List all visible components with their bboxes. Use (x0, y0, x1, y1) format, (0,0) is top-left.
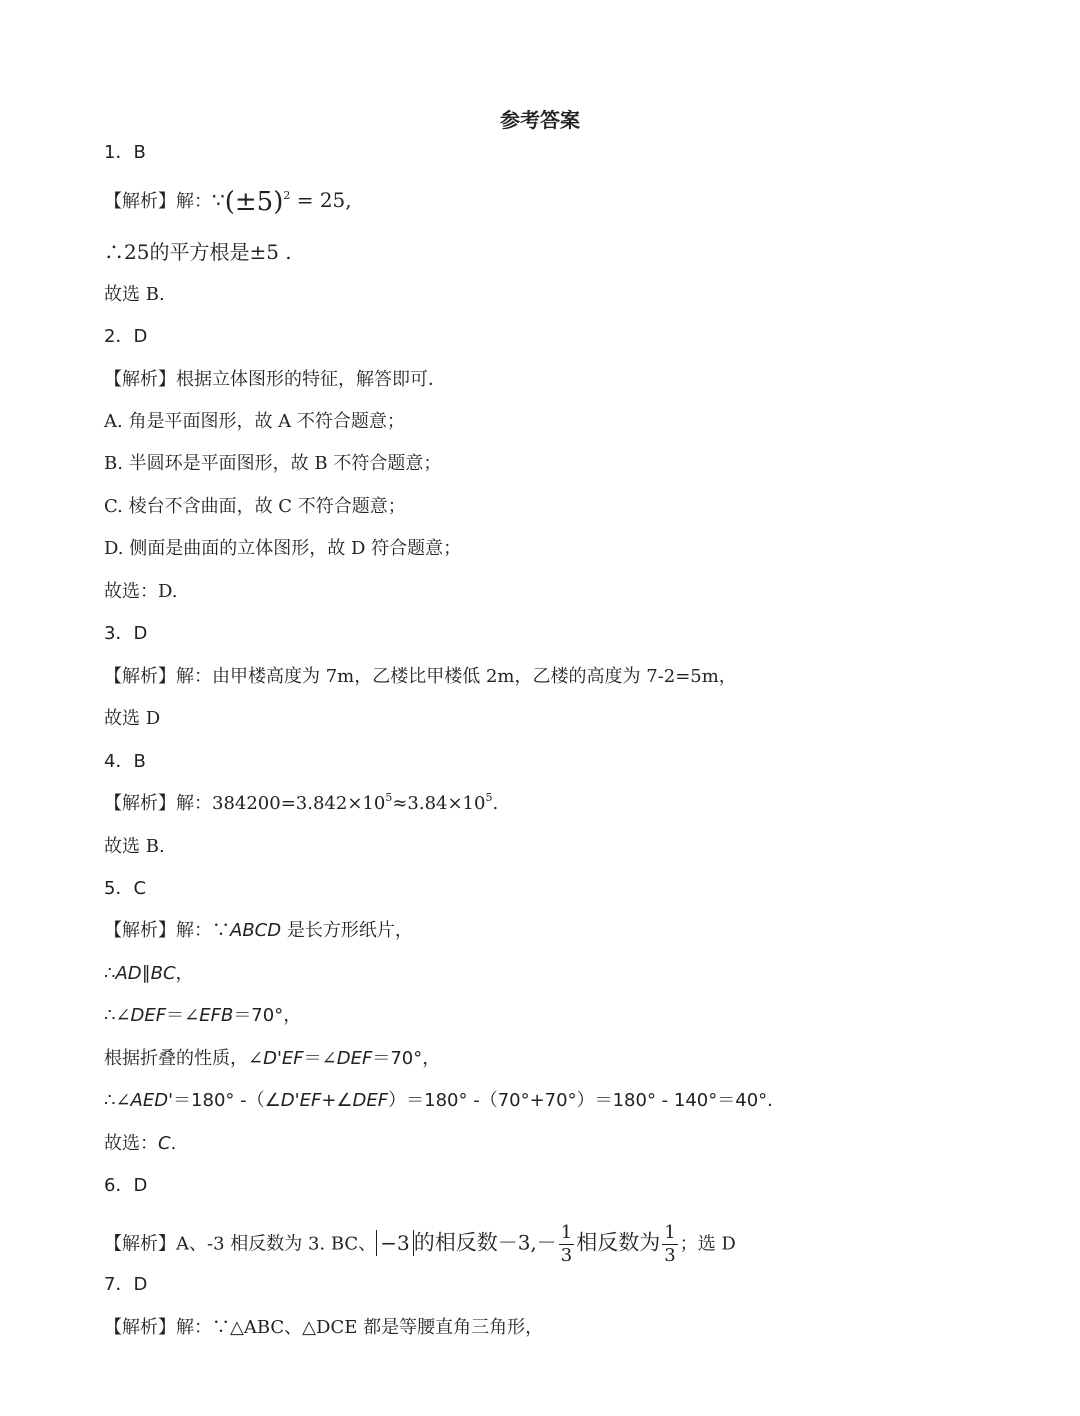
explanation-text: 的相反数 (413, 1230, 498, 1255)
fraction-denominator: 3 (560, 1245, 573, 1266)
explanation-3-line-1: 【解析】解：由甲楼高度为 7m，乙楼比甲楼低 2m，乙楼的高度为 7-2=5m， (104, 666, 737, 687)
math-equals: = 25, (290, 188, 352, 212)
fraction-numerator: 1 (560, 1222, 573, 1243)
explanation-2-line-1: 【解析】根据立体图形的特征，解答即可． (104, 369, 446, 390)
explanation-2-end: 故选：D. (104, 581, 178, 602)
exponent: 2 (283, 189, 291, 202)
fraction-denominator: 3 (664, 1245, 676, 1266)
explanation-text: 相反数为 (576, 1230, 661, 1255)
page-title: 参考答案 (500, 108, 580, 132)
math-var: AED' (130, 1090, 174, 1111)
explanation-text: ∴∠ (104, 1090, 131, 1111)
explanation-text: ＝70°， (372, 1048, 441, 1069)
explanation-6-line-1 (104, 1222, 736, 1267)
explanation-5-end (104, 1132, 176, 1156)
math-var: C (158, 1133, 171, 1154)
answer-1: 1．B (104, 142, 146, 163)
explanation-2-option-b: B. 半圆环是平面图形，故 B 不符合题意； (104, 453, 442, 474)
explanation-5-line-2 (104, 962, 194, 986)
explanation-text: . (492, 793, 499, 814)
fraction-numerator: 1 (664, 1222, 676, 1243)
math-var: DEF (352, 1090, 389, 1111)
explanation-text: ， (175, 963, 194, 984)
explanation-3-end: 故选 D (104, 708, 161, 729)
fraction (662, 1222, 677, 1267)
explanation-text: +∠ (321, 1090, 353, 1111)
explanation-text: 【解析】A、-3 相反数为 3. BC、 (104, 1233, 377, 1255)
answer-2: 2．D (104, 326, 148, 347)
math-var: EFB (199, 1005, 234, 1026)
explanation-text: 故选： (104, 1133, 158, 1154)
explanation-text: ＝70°， (233, 1005, 302, 1026)
explanation-text: ∴ (104, 963, 116, 984)
explanation-text: 【解析】解：384200=3.842×10 (104, 793, 386, 814)
answer-4: 4．B (104, 751, 146, 772)
explanation-5-line-4 (104, 1047, 440, 1071)
explanation-text: 【解析】解：∵ (104, 920, 230, 941)
math-var: DEF (130, 1005, 167, 1026)
explanation-2-option-c: C. 棱台不含曲面，故 C 不符合题意； (104, 496, 406, 517)
answer-3: 3．D (104, 623, 148, 644)
math-expression: －3,－ (497, 1230, 557, 1255)
explanation-5-line-3 (104, 1004, 301, 1028)
math-expression: (±5) (224, 187, 284, 217)
answer-5: 5．C (104, 878, 147, 899)
explanation-5-line-1 (104, 919, 413, 943)
explanation-text: ＝∠ (303, 1048, 337, 1069)
explanation-4-end: 故选 B. (104, 836, 165, 857)
math-var: D'EF (280, 1090, 322, 1111)
math-var: D'EF (263, 1048, 304, 1069)
math-var: DEF (336, 1048, 373, 1069)
math-var: ABCD (230, 920, 282, 941)
math-var: AD∥BC (115, 963, 176, 984)
absolute-value: −3 (376, 1230, 413, 1256)
explanation-text: ＝180° -（∠ (173, 1090, 281, 1111)
explanation-text: 根据折叠的性质，∠ (104, 1048, 264, 1069)
explanation-4-line-1 (104, 792, 498, 816)
explanation-1-line-3: 故选 B. (104, 284, 165, 305)
explanation-text: 是长方形纸片， (281, 920, 413, 941)
explanation-text: . (170, 1133, 177, 1154)
answer-6: 6．D (104, 1175, 148, 1196)
answer-7: 7．D (104, 1274, 148, 1295)
explanation-text: ；选 D (679, 1233, 736, 1255)
exponent: 5 (385, 791, 393, 804)
explanation-text: ≈3.84×10 (392, 793, 486, 814)
explanation-text: ）＝180° -（70°+70°）＝180° - 140°＝40°. (388, 1090, 773, 1111)
explanation-1-line-2: ∴25的平方根是±5 . (104, 240, 292, 264)
fraction (559, 1222, 574, 1267)
explanation-2-option-d: D. 侧面是曲面的立体图形，故 D 符合题意； (104, 538, 462, 559)
explanation-1-line-1 (104, 187, 352, 217)
explanation-5-line-5 (104, 1089, 773, 1113)
because-symbol: ∵ (212, 188, 225, 212)
explanation-text: ∴∠ (104, 1005, 131, 1026)
explanation-2-option-a: A. 角是平面图形，故 A 不符合题意； (104, 411, 405, 432)
explanation-label: 【解析】解： (104, 191, 212, 212)
explanation-7-line-1: 【解析】解：∵△ABC、△DCE 都是等腰直角三角形， (104, 1317, 544, 1338)
exponent: 5 (485, 791, 493, 804)
explanation-text: ＝∠ (166, 1005, 200, 1026)
